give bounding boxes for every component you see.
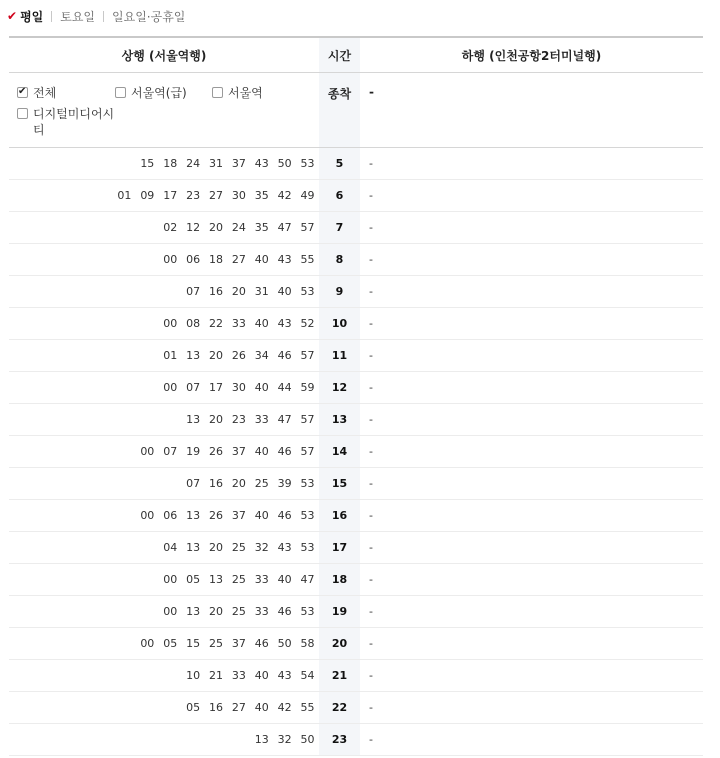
filter-dmc-label: 디지털미디어시티 [33, 107, 115, 137]
departure-minute: 59 [300, 381, 315, 394]
departure-minute: 43 [254, 157, 269, 170]
hour-cell: 14 [319, 436, 360, 467]
table-row [9, 340, 703, 372]
departure-minute: 00 [140, 637, 155, 650]
departure-minute: 07 [163, 445, 178, 458]
up-departures [9, 692, 319, 723]
last-train-down-value: - [369, 85, 374, 99]
departure-minute: 33 [231, 669, 246, 682]
station-filter-row [9, 73, 703, 148]
up-departures [9, 660, 319, 691]
down-departures: - [369, 669, 373, 682]
down-departures: - [369, 317, 373, 330]
departure-minute: 43 [277, 669, 292, 682]
departure-minute: 26 [208, 445, 223, 458]
filter-seoul[interactable] [212, 85, 263, 101]
departure-minute: 57 [300, 413, 315, 426]
table-row [9, 308, 703, 340]
departure-minute: 40 [254, 445, 269, 458]
hour-cell: 17 [319, 532, 360, 563]
departure-minute: 40 [254, 317, 269, 330]
departure-minute: 25 [231, 573, 246, 586]
departure-minute: 27 [231, 701, 246, 714]
departure-minute: 55 [300, 253, 315, 266]
down-departures: - [369, 509, 373, 522]
departure-minute: 13 [186, 413, 201, 426]
departure-minute: 02 [163, 221, 178, 234]
departure-minute: 40 [254, 701, 269, 714]
hour-cell: 6 [319, 180, 360, 211]
departure-minute: 20 [208, 605, 223, 618]
departure-minute: 01 [163, 349, 178, 362]
last-train-label: 종착 [319, 73, 360, 147]
table-row [9, 372, 703, 404]
up-departures [9, 244, 319, 275]
up-departures [9, 276, 319, 307]
filter-seoul-express-checkbox[interactable] [115, 87, 126, 98]
departure-minute: 31 [208, 157, 223, 170]
departure-minute: 26 [231, 349, 246, 362]
departure-minute: 00 [163, 253, 178, 266]
departure-minute: 40 [277, 573, 292, 586]
down-departures: - [369, 189, 373, 202]
hour-cell: 11 [319, 340, 360, 371]
up-departures [9, 724, 319, 755]
down-departures: - [369, 285, 373, 298]
departure-minute: 46 [277, 445, 292, 458]
up-departures [9, 500, 319, 531]
departure-minute: 13 [208, 573, 223, 586]
filter-all-checkbox[interactable] [17, 87, 28, 98]
departure-minute: 33 [254, 573, 269, 586]
filter-all[interactable] [17, 85, 56, 101]
departure-minute: 33 [254, 413, 269, 426]
hour-cell: 16 [319, 500, 360, 531]
tab-divider [103, 11, 104, 22]
departure-minute: 17 [208, 381, 223, 394]
departure-minute: 00 [163, 605, 178, 618]
down-departures: - [369, 413, 373, 426]
departure-minute: 32 [277, 733, 292, 746]
departure-minute: 16 [208, 285, 223, 298]
departure-minute: 43 [277, 253, 292, 266]
departure-minute: 42 [277, 701, 292, 714]
down-departures: - [369, 573, 373, 586]
table-row [9, 596, 703, 628]
departure-minute: 00 [163, 381, 178, 394]
hour-cell: 22 [319, 692, 360, 723]
departure-minute: 34 [254, 349, 269, 362]
filter-dmc[interactable] [17, 106, 117, 138]
table-row [9, 628, 703, 660]
departure-minute: 27 [208, 189, 223, 202]
hour-cell: 10 [319, 308, 360, 339]
filter-seoul-express-label: 서울역(급) [131, 86, 187, 100]
departure-minute: 13 [254, 733, 269, 746]
departure-minute: 46 [277, 349, 292, 362]
departure-minute: 40 [277, 285, 292, 298]
table-row [9, 436, 703, 468]
up-direction-header: 상행 (서울역행) [121, 48, 207, 63]
departure-minute: 53 [300, 509, 315, 522]
departure-minute: 50 [277, 637, 292, 650]
table-row [9, 404, 703, 436]
departure-minute: 07 [186, 285, 201, 298]
departure-minute: 44 [277, 381, 292, 394]
hour-header: 시간 [319, 38, 360, 72]
departure-minute: 47 [277, 413, 292, 426]
down-departures: - [369, 381, 373, 394]
day-tabs [7, 0, 185, 32]
departure-minute: 37 [231, 157, 246, 170]
hour-cell: 19 [319, 596, 360, 627]
up-departures [9, 372, 319, 403]
departure-minute: 37 [231, 637, 246, 650]
departure-minute: 17 [163, 189, 178, 202]
departure-minute: 40 [254, 381, 269, 394]
hour-cell: 9 [319, 276, 360, 307]
table-row [9, 564, 703, 596]
departure-minute: 12 [186, 221, 201, 234]
table-row [9, 468, 703, 500]
departure-minute: 10 [186, 669, 201, 682]
departure-minute: 05 [186, 573, 201, 586]
tab-saturday-label: 토요일 [60, 9, 96, 24]
departure-minute: 20 [208, 349, 223, 362]
departure-minute: 00 [140, 445, 155, 458]
up-departures [9, 340, 319, 371]
departure-minute: 15 [140, 157, 155, 170]
hour-cell: 8 [319, 244, 360, 275]
departure-minute: 25 [231, 541, 246, 554]
filter-dmc-checkbox[interactable] [17, 108, 28, 119]
hour-cell: 18 [319, 564, 360, 595]
down-departures: - [369, 221, 373, 234]
departure-minute: 07 [186, 477, 201, 490]
departure-minute: 53 [300, 541, 315, 554]
down-departures: - [369, 541, 373, 554]
table-row [9, 660, 703, 692]
departure-minute: 25 [254, 477, 269, 490]
table-row [9, 180, 703, 212]
down-direction-header: 하행 (인천공항2터미널행) [461, 48, 602, 63]
departure-minute: 00 [163, 317, 178, 330]
hour-cell: 5 [319, 148, 360, 179]
timetable [9, 36, 703, 756]
departure-minute: 43 [277, 317, 292, 330]
tab-divider [51, 11, 52, 22]
up-departures [9, 404, 319, 435]
hour-cell: 7 [319, 212, 360, 243]
departure-minute: 35 [254, 189, 269, 202]
departure-minute: 50 [300, 733, 315, 746]
departure-minute: 21 [208, 669, 223, 682]
departure-minute: 40 [254, 253, 269, 266]
down-departures: - [369, 605, 373, 618]
departure-minute: 57 [300, 349, 315, 362]
table-row [9, 276, 703, 308]
departure-minute: 40 [254, 669, 269, 682]
check-icon: ✔ [7, 9, 18, 23]
departure-minute: 49 [300, 189, 315, 202]
departure-minute: 30 [231, 381, 246, 394]
departure-minute: 58 [300, 637, 315, 650]
departure-minute: 57 [300, 221, 315, 234]
table-row [9, 500, 703, 532]
filter-seoul-label: 서울역 [228, 86, 263, 100]
departure-minute: 53 [300, 477, 315, 490]
table-row [9, 212, 703, 244]
departure-minute: 16 [208, 701, 223, 714]
departure-minute: 25 [208, 637, 223, 650]
tab-weekday[interactable] [7, 8, 43, 25]
departure-minute: 23 [231, 413, 246, 426]
departure-minute: 16 [208, 477, 223, 490]
departure-minute: 24 [186, 157, 201, 170]
tab-saturday[interactable] [60, 8, 95, 25]
up-departures [9, 180, 319, 211]
table-row [9, 692, 703, 724]
departure-minute: 22 [208, 317, 223, 330]
departure-minute: 13 [186, 541, 201, 554]
down-departures: - [369, 253, 373, 266]
departure-minute: 55 [300, 701, 315, 714]
departure-minute: 20 [208, 221, 223, 234]
up-departures [9, 212, 319, 243]
up-departures [9, 436, 319, 467]
down-departures: - [369, 445, 373, 458]
hour-cell: 23 [319, 724, 360, 755]
hour-cell: 13 [319, 404, 360, 435]
departure-minute: 13 [186, 509, 201, 522]
departure-minute: 18 [163, 157, 178, 170]
departure-minute: 18 [208, 253, 223, 266]
departure-minute: 20 [231, 477, 246, 490]
down-departures: - [369, 157, 373, 170]
departure-minute: 33 [231, 317, 246, 330]
departure-minute: 54 [300, 669, 315, 682]
departure-minute: 04 [163, 541, 178, 554]
up-departures [9, 308, 319, 339]
departure-minute: 46 [277, 509, 292, 522]
table-row [9, 148, 703, 180]
departure-minute: 47 [300, 573, 315, 586]
up-departures [9, 532, 319, 563]
departure-minute: 20 [208, 541, 223, 554]
tab-weekday-label: 평일 [20, 9, 44, 24]
station-filter-options [9, 73, 319, 147]
departure-minute: 40 [254, 509, 269, 522]
departure-minute: 13 [186, 349, 201, 362]
tab-sunday-holiday-label: 일요일·공휴일 [112, 9, 186, 24]
departure-minute: 25 [231, 605, 246, 618]
departure-minute: 24 [231, 221, 246, 234]
departure-minute: 05 [186, 701, 201, 714]
departure-minute: 53 [300, 605, 315, 618]
departure-minute: 13 [186, 605, 201, 618]
up-departures [9, 148, 319, 179]
departure-minute: 43 [277, 541, 292, 554]
departure-minute: 37 [231, 445, 246, 458]
departure-minute: 35 [254, 221, 269, 234]
timetable-body [9, 148, 703, 756]
filter-seoul-express[interactable] [115, 85, 187, 101]
hour-cell: 20 [319, 628, 360, 659]
departure-minute: 06 [163, 509, 178, 522]
departure-minute: 42 [277, 189, 292, 202]
departure-minute: 33 [254, 605, 269, 618]
up-departures [9, 628, 319, 659]
departure-minute: 31 [254, 285, 269, 298]
down-departures: - [369, 637, 373, 650]
departure-minute: 09 [140, 189, 155, 202]
up-departures [9, 596, 319, 627]
departure-minute: 20 [231, 285, 246, 298]
down-departures: - [369, 349, 373, 362]
down-departures: - [369, 733, 373, 746]
table-row [9, 244, 703, 276]
table-row [9, 724, 703, 756]
departure-minute: 27 [231, 253, 246, 266]
departure-minute: 19 [186, 445, 201, 458]
down-departures: - [369, 701, 373, 714]
departure-minute: 37 [231, 509, 246, 522]
departure-minute: 08 [186, 317, 201, 330]
departure-minute: 15 [186, 637, 201, 650]
departure-minute: 20 [208, 413, 223, 426]
departure-minute: 53 [300, 157, 315, 170]
departure-minute: 46 [254, 637, 269, 650]
departure-minute: 00 [140, 509, 155, 522]
tab-sunday-holiday[interactable] [112, 8, 185, 25]
hour-cell: 15 [319, 468, 360, 499]
departure-minute: 00 [163, 573, 178, 586]
down-departures: - [369, 477, 373, 490]
departure-minute: 32 [254, 541, 269, 554]
timetable-header [9, 38, 703, 73]
departure-minute: 05 [163, 637, 178, 650]
departure-minute: 57 [300, 445, 315, 458]
departure-minute: 46 [277, 605, 292, 618]
departure-minute: 39 [277, 477, 292, 490]
departure-minute: 01 [117, 189, 132, 202]
departure-minute: 06 [186, 253, 201, 266]
departure-minute: 47 [277, 221, 292, 234]
departure-minute: 26 [208, 509, 223, 522]
filter-all-label: 전체 [33, 86, 57, 100]
departure-minute: 30 [231, 189, 246, 202]
up-departures [9, 564, 319, 595]
departure-minute: 50 [277, 157, 292, 170]
departure-minute: 07 [186, 381, 201, 394]
departure-minute: 53 [300, 285, 315, 298]
departure-minute: 23 [186, 189, 201, 202]
up-departures [9, 468, 319, 499]
hour-cell: 12 [319, 372, 360, 403]
filter-seoul-checkbox[interactable] [212, 87, 223, 98]
departure-minute: 52 [300, 317, 315, 330]
table-row [9, 532, 703, 564]
hour-cell: 21 [319, 660, 360, 691]
